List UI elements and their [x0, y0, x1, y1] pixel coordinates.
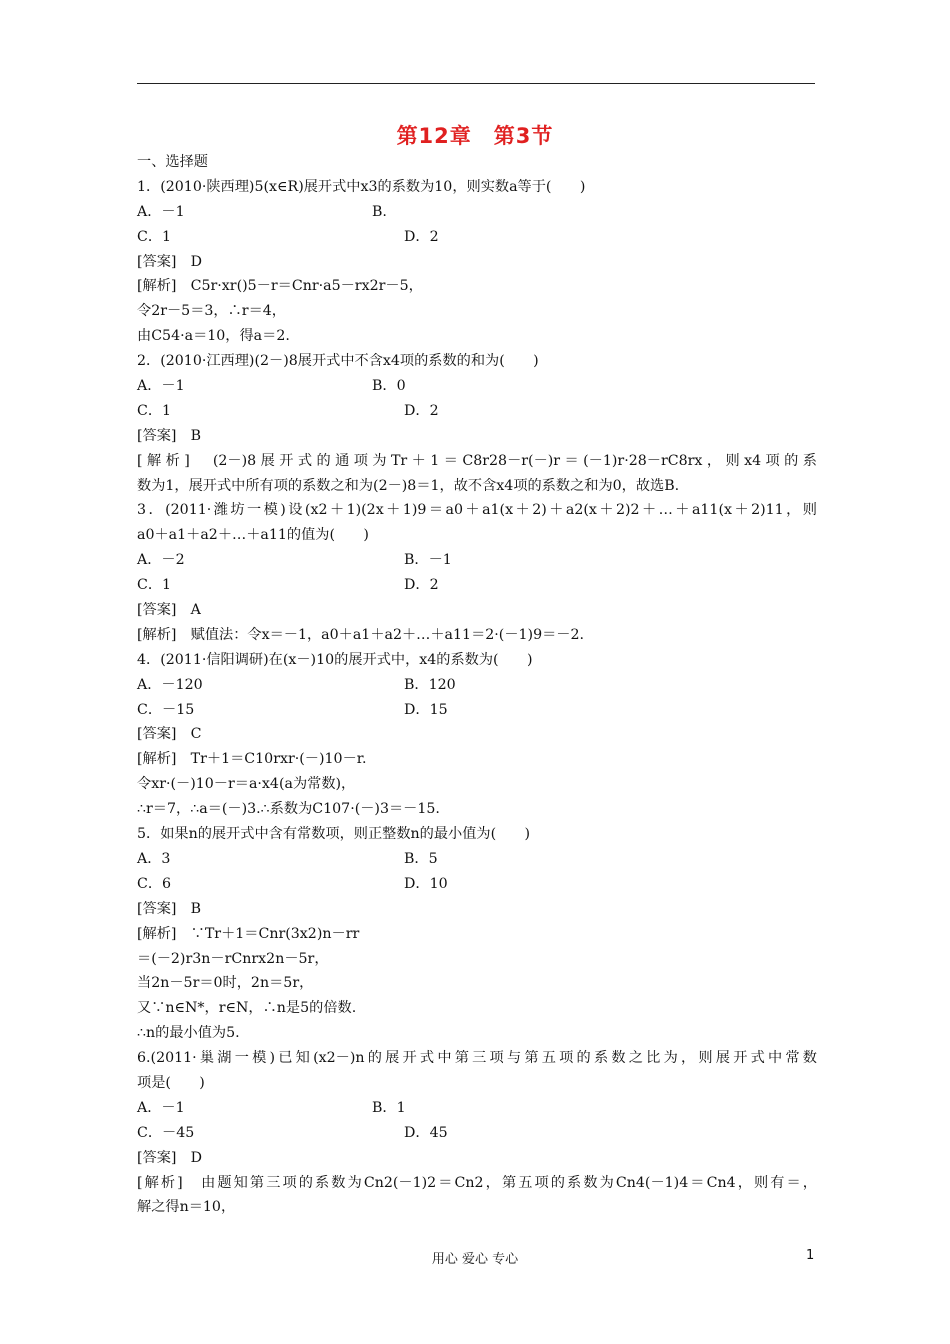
text-line: 5．如果n的展开式中含有常数项，则正整数n的最小值为( ) [137, 826, 531, 843]
option-left: A．－1 [137, 203, 185, 220]
text-line: 当2n－5r＝0时，2n＝5r， [137, 975, 314, 992]
option-right: D．2 [404, 402, 439, 419]
option-right: D．10 [404, 875, 448, 892]
answer-options-row [137, 200, 817, 225]
text-line: 2．(2010·江西理)(2－)8展开式中不含x4项的系数的和为( ) [137, 353, 539, 370]
header-rule [137, 83, 815, 84]
text-line: 4．(2011·信阳调研)在(x－)10的展开式中，x4的系数为( ) [137, 651, 533, 668]
option-left: C．1 [137, 228, 172, 245]
option-right: B．5 [404, 850, 438, 867]
text-line: 3．(2011·潍坊一模)设(x2＋1)(2x＋1)9＝a0＋a1(x＋2)＋a2(x＋2)2＋…＋a11(x＋2)11，则 [137, 502, 817, 519]
option-right: D．45 [404, 1124, 448, 1141]
page-title [0, 120, 950, 150]
option-left: C．1 [137, 577, 172, 594]
option-right: B．1 [372, 1099, 406, 1116]
answer-options-row [137, 399, 817, 424]
option-right: B．0 [372, 378, 406, 395]
chapter-label: 第12章 [396, 124, 472, 148]
option-left: A．3 [137, 850, 171, 867]
text-line: [答案] B [137, 427, 202, 444]
text-line: ＝(－2)r3n－rCnrx2n－5r， [137, 950, 329, 967]
answer-options-row [137, 573, 817, 598]
option-right: D．15 [404, 701, 448, 718]
answer-options-row [137, 872, 817, 897]
option-right: B. [372, 203, 387, 220]
text-line: [解析] 赋值法：令x＝－1，a0＋a1＋a2＋…＋a11＝2·(－1)9＝－2. [137, 626, 585, 643]
text-line: 数为1，展开式中所有项的系数之和为(2－)8＝1，故不含x4项的系数之和为0，故选B. [137, 477, 680, 494]
text-line: [答案] B [137, 900, 202, 917]
option-right: B．－1 [404, 552, 452, 569]
answer-options-row [137, 225, 817, 250]
option-right: D．2 [404, 577, 439, 594]
text-line: 解之得n＝10， [137, 1199, 236, 1216]
text-line: 又∵n∈N*，r∈N，∴n是5的倍数. [137, 1000, 357, 1017]
text-line: 6.(2011·巢湖一模)已知(x2－)n的展开式中第三项与第五项的系数之比为，则展开式中常数 [137, 1050, 817, 1067]
answer-options-row [137, 1096, 817, 1121]
text-line: [解析] Tr＋1＝C10rxr·(－)10－r. [137, 751, 367, 768]
option-left: C．－15 [137, 701, 195, 718]
text-line: ∴n的最小值为5. [137, 1025, 240, 1042]
text-line: 令2r－5＝3，∴r＝4， [137, 303, 286, 320]
answer-options-row [137, 698, 817, 723]
page-number: 1 [806, 1248, 815, 1263]
text-line: 令xr·(－)10－r＝a·x4(a为常数)， [137, 776, 356, 793]
option-right: D．2 [404, 228, 439, 245]
text-line: ∴r＝7，∴a＝(－)3.∴系数为C107·(－)3＝－15. [137, 801, 440, 818]
text-line: [解析] 由题知第三项的系数为Cn2(－1)2＝Cn2，第五项的系数为Cn4(－1)4＝Cn4，则有＝， [137, 1174, 817, 1191]
text-line: a0＋a1＋a2＋…＋a11的值为( ) [137, 527, 369, 544]
answer-options-row [137, 1121, 817, 1146]
option-left: A．－1 [137, 1099, 185, 1116]
text-line: 由C54·a＝10，得a＝2. [137, 328, 290, 345]
document-body [137, 150, 817, 1220]
option-left: C．6 [137, 875, 172, 892]
text-line: [解析] ∵Tr＋1＝Cnr(3x2)n－rr [137, 925, 360, 942]
footer-slogan: 用心 爱心 专心 [431, 1252, 519, 1267]
answer-options-row [137, 673, 817, 698]
text-line: [答案] D [137, 253, 203, 270]
text-line: [答案] C [137, 726, 202, 743]
text-line: [答案] D [137, 1149, 203, 1166]
option-left: A．－120 [137, 676, 203, 693]
text-line: [答案] A [137, 602, 201, 619]
text-line: 项是( ) [137, 1074, 205, 1091]
option-left: A．－2 [137, 552, 185, 569]
answer-options-row [137, 374, 817, 399]
question-lines [137, 175, 817, 1220]
section-heading: 一、选择题 [137, 154, 208, 170]
option-left: C．1 [137, 402, 172, 419]
answer-options-row [137, 548, 817, 573]
text-line: 1．(2010·陕西理)5(x∈R)展开式中x3的系数为10，则实数a等于( ) [137, 178, 586, 195]
option-right: B．120 [404, 676, 456, 693]
text-line: [解析] (2－)8展开式的通项为Tr＋1＝C8r28－r(－)r＝(－1)r·28－rC8rx，则x4项的系 [137, 452, 817, 469]
option-left: C．－45 [137, 1124, 195, 1141]
answer-options-row [137, 847, 817, 872]
option-left: A．－1 [137, 378, 185, 395]
section-label: 第3节 [493, 124, 554, 148]
text-line: [解析] C5r·xr()5－r＝Cnr·a5－rx2r－5， [137, 278, 423, 295]
